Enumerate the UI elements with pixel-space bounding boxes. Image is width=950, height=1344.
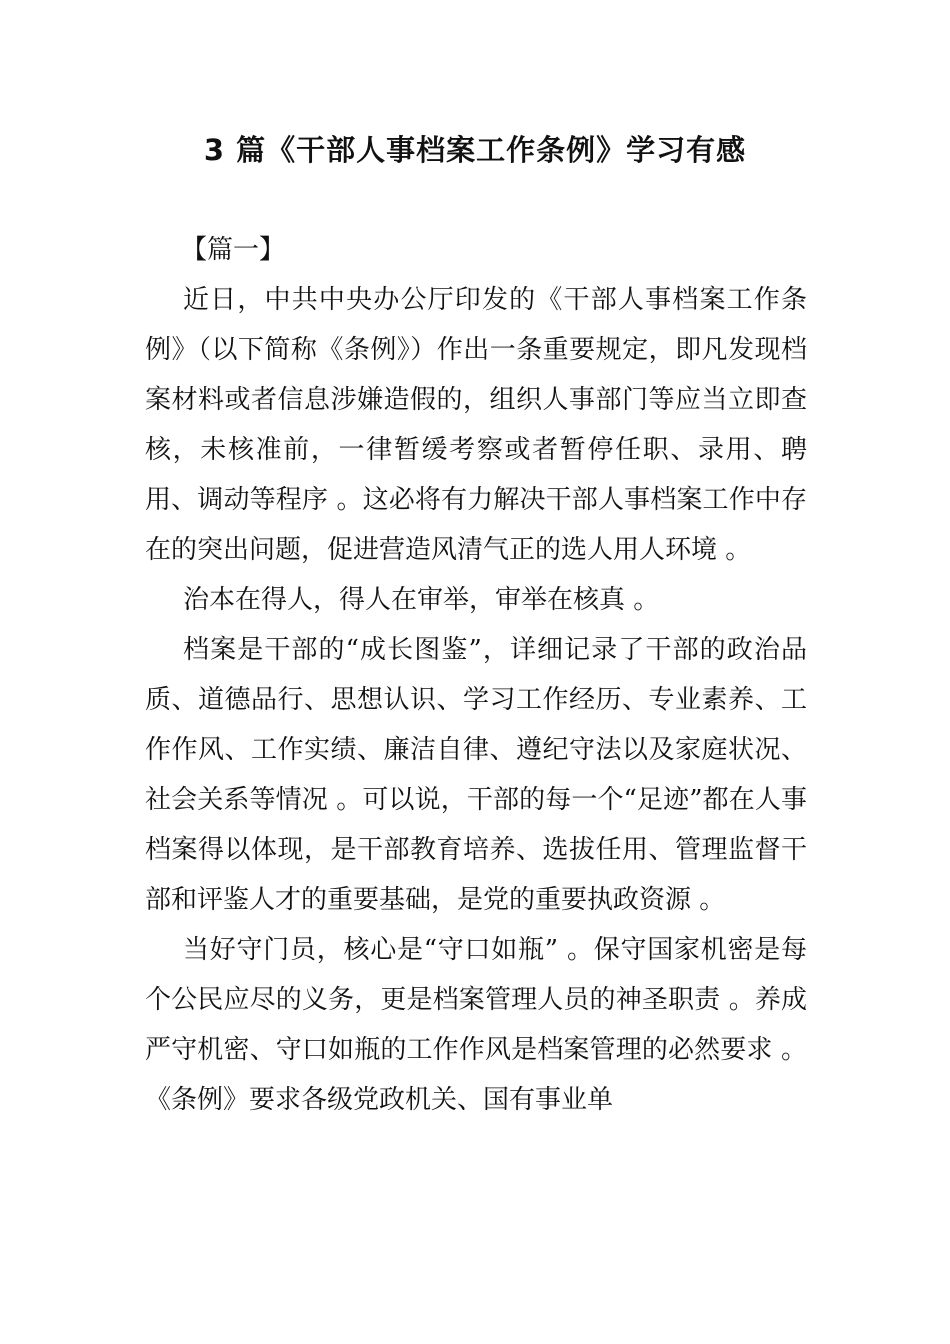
paragraph-4: 当好守门员，核心是“守口如瓶” 。保守国家机密是每个公民应尽的义务，更是档案管理人员的神圣职责 。养成严守机密、守口如瓶的工作作风是档案管理的必然要求 。《条例》要求各级党政机关、国有事业单: [145, 935, 807, 1115]
document-title: 3 篇《干部人事档案工作条例》学习有感: [203, 133, 747, 167]
paragraph-3: 档案是干部的“成长图鉴”，详细记录了干部的政治品质、道德品行、思想认识、学习工作经历、专业素养、工作作风、工作实绩、廉洁自律、遵纪守法以及家庭状况、社会关系等情况 。可以说，干部的每一个“足迹”都在人事档案得以体现，是干部教育培养、选拔任用、管理监督干部和评鉴人才的重要基础，是党的重要执政资源 。: [145, 635, 807, 915]
document-body: [145, 225, 807, 1125]
paragraph-2: 治本在得人，得人在审举，审举在核真 。: [183, 585, 660, 615]
section-heading: 【篇一】: [181, 235, 286, 265]
paragraph-1: 近日，中共中央办公厅印发的《干部人事档案工作条例》（以下简称《条例》）作出一条重要规定，即凡发现档案材料或者信息涉嫌造假的，组织人事部门等应当立即查核，未核准前，一律暂缓考察或者暂停任职、录用、聘用、调动等程序 。这必将有力解决干部人事档案工作中存在的突出问题，促进营造风清气正的选人用人环境 。: [145, 285, 807, 565]
